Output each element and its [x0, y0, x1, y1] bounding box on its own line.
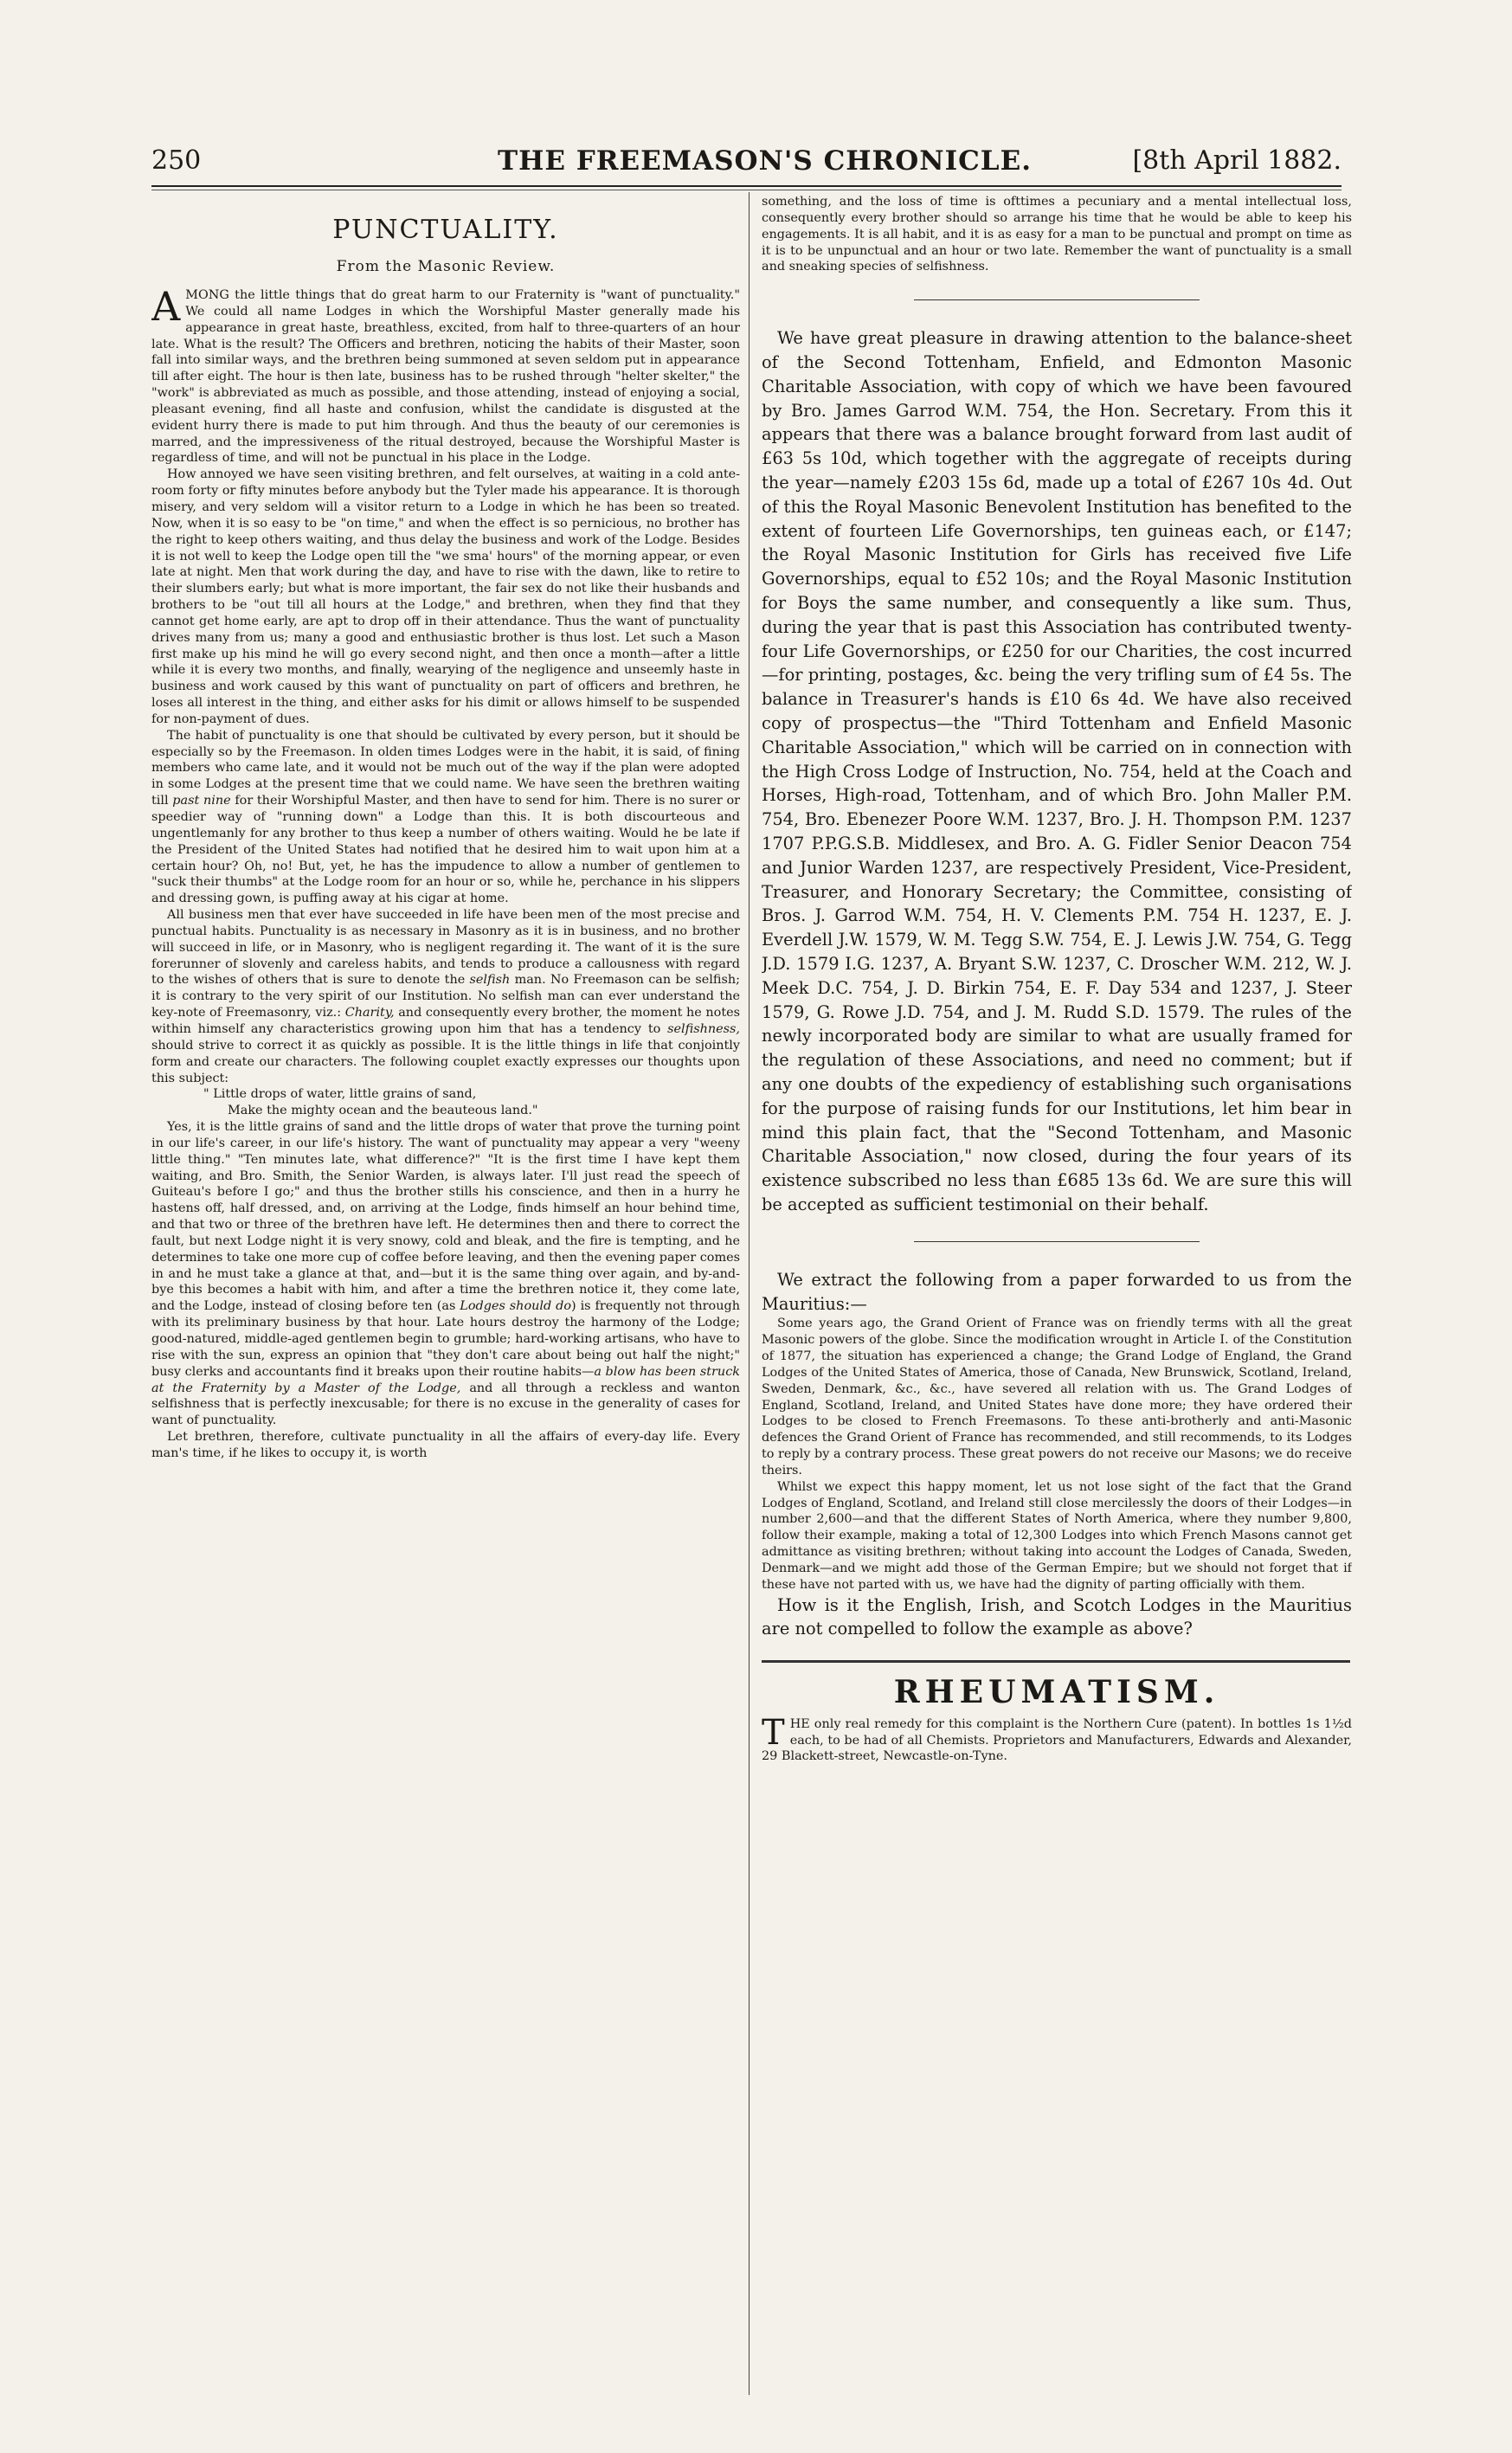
right-column: [762, 194, 1352, 1765]
masthead-title: THE FREEMASON'S CHRONICLE.: [498, 145, 1033, 177]
column-divider: [749, 192, 750, 2395]
advert-rule: [762, 1660, 1350, 1663]
punctuality-paragraph-6: Let brethren, therefore, cultivate punctuality in all the affairs of every-day life. Every man's time, if he likes to occupy it, is worth: [151, 1430, 740, 1460]
issue-date: [8th April 1882.: [1132, 145, 1341, 176]
verse-line-1: " Little drops of water, little grains of sand,: [203, 1087, 477, 1102]
advert-title: RHEUMATISM.: [893, 1674, 1220, 1711]
page-header: [151, 145, 1341, 185]
mauritius-paragraph-1: Some years ago, the Grand Orient of France was on friendly terms with all the great Masonic powers of the globe. Since the modification wrought in Article I. of the Constitution of 1877, the situation has experienced a change; the Grand Lodge of England, the Grand Lodges of the United States of America, those of Canada, New Brunswick, Scotland, Ireland, Sweden, Denmark, &c., &c., have severed all relation with us. The Grand Lodges of England, Scotland, Ireland, and United States have done more; they have ordered their Lodges to be closed to French Freemasons. To these anti-brotherly and anti-Masonic defences the Grand Orient of France has recommended, and still recommends, to its Lodges to reply by a contrary process. These great powers do not receive our Masons; we do receive theirs.: [762, 1317, 1352, 1478]
punctuality-paragraph-1: AMONG the little things that do great harm to our Fraternity is "want of punctuality." We could all name Lodges in which the Worshipful Master generally made his appearance in great haste, breathless, excited, from half to three-quarters of an hour late. What is the result? The Officers and brethren, noticing the habits of their Master, soon fall into similar ways, and the brethren being summoned at seven seldom put in appearance till after eight. The hour is then late, business has to be rushed through "helter skelter," the "work" is abbreviated as much as possible, and those attending, instead of enjoying a social, pleasant evening, find all haste and confusion, whilst the candidate is disgusted at the evident hurry there is made to put him through. And thus the beauty of our ceremonies is marred, and the impressiveness of the ritual destroyed, because the Worshipful Master is regardless of time, and will not be punctual in his place in the Lodge.: [151, 283, 740, 466]
mauritius-intro: We extract the following from a paper forwarded to us from the Mauritius:—: [762, 1269, 1352, 1314]
punctuality-paragraph-2: How annoyed we have seen visiting brethren, and felt ourselves, at waiting in a cold ante-room forty or fifty minutes before anybody but the Tyler made his appearance. It is thorough misery, and very seldom will a visitor return to a Lodge in which he has been so treated. Now, when it is so easy to be "on time," and when the effect is so pernicious, no brother has the right to keep others waiting, and thus delay the business and work of the Lodge. Besides it is not well to keep the Lodge open till the "we sma' hours" of the morning appear, or even late at night. Men that work during the day, and have to rise with the dawn, like to retire to their slumbers early; but what is more important, the fair sex do not like their husbands and brothers to be "out till all hours at the Lodge," and brethren, when they find that they cannot get home early, are apt to drop off in their attendance. Thus the want of punctuality drives many from us; many a good and enthusiastic brother is thus lost. Let such a Mason first make up his mind he will go every second night, and then once a month—after a little while it is every two months, and finally, wearying of the negligence and unseemly haste in business and work caused by this want of punctuality on part of officers and brethren, he loses all interest in the thing, and either asks for his dimit or allows himself to be suspended for non-payment of dues.: [151, 467, 740, 726]
verse-line-2: Make the mighty ocean and the beauteous land.": [228, 1104, 538, 1118]
section-rule-2: [914, 1241, 1200, 1242]
article-source: From the Masonic Review.: [336, 258, 556, 275]
section-rule-1: [914, 299, 1200, 300]
advert-body: THE only real remedy for this complaint is the Northern Cure (patent). In bottles 1s 1½d each, to be had of all Chemists. Proprietors and Manufacturers, Edwards and Alexander, 29 Blackett-street, Newcastle-on-Tyne.: [762, 1713, 1352, 1764]
punctuality-paragraph-3: The habit of punctuality is one that should be cultivated by every person, but it should be especially so by the Freemason. In olden times Lodges were in the habit, it is said, of fining members who came late, and it would not be much out of the way if the plan were adopted in some Lodges at the present time that we could name. We have seen the brethren waiting till past nine for their Worshipful Master, and then have to send for him. There is no surer or speedier way of "running down" a Lodge than this. It is both discourteous and ungentlemanly for any brother to thus keep a number of others waiting. Would he be late if the President of the United States had notified that he desired him to wait upon him at a certain hour? Oh, no! But, yet, he has the impudence to allow a number of gentlemen to "suck their thumbs" at the Lodge room for an hour or so, while he, perchance in his slippers and dressing gown, is puffing away at his cigar at home.: [151, 728, 740, 906]
punctuality-continuation: something, and the loss of time is ofttimes a pecuniary and a mental intellectual loss, consequently every brother should so arrange his time that he would be able to keep his engagements. It is all habit, and it is as easy for a man to be punctual and prompt on time as it is to be unpunctual and an hour or two late. Remember the want of punctuality is a small and sneaking species of selfishness.: [762, 195, 1352, 274]
drop-cap-letter: A: [151, 283, 181, 330]
mauritius-paragraph-2: Whilst we expect this happy moment, let us not lose sight of the fact that the Grand Lodges of England, Scotland, and Ireland still close mercilessly the doors of their Lodges—in number 2,600—and that the different States of North America, where they number 9,800, follow their example, making a total of 12,300 Lodges into which French Masons cannot get admittance as visiting brethren; without taking into account the Lodges of Canada, Sweden, Denmark—and we might add those of the German Empire; but we should not forget that if these have not parted with us, we have had the dignity of parting officially with them.: [762, 1479, 1352, 1592]
advert-drop-cap: T: [762, 1713, 785, 1754]
header-rule: [151, 185, 1341, 187]
mauritius-question: How is it the English, Irish, and Scotch Lodges in the Mauritius are not compelled to follow the example as above?: [762, 1594, 1352, 1639]
punctuality-paragraph-4: All business men that ever have succeeded in life have been men of the most precise and punctual habits. Punctuality is as necessary in Masonry as it is in business, and no brother will succeed in life, or in Masonry, who is negligent regarding it. The want of it is the sure forerunner of slovenly and careless habits, and tends to produce a callousness with regard to the wishes of others that is sure to denote the selfish man. No Freemason can be selfish; it is contrary to the very spirit of our Institution. No selfish man can ever understand the key-note of Freemasonry, viz.: Charity, and consequently every brother, the moment he notes within himself any characteristics growing upon him that has a tendency to selfishness, should strive to correct it as quickly as possible. It is the little things in life that conjointly form and create our characters. The following couplet exactly expresses our thoughts upon this subject:: [151, 908, 740, 1085]
punctuality-paragraph-5: Yes, it is the little grains of sand and the little drops of water that prove the turning point in our life's career, in our life's history. The want of punctuality may appear a very "weeny little thing." "Ten minutes late, what difference?" "It is the first time I have kept them waiting, and Bro. Smith, the Senior Warden, is always later. I'll just read the speech of Guiteau's before I go;" and thus the brother stills his conscience, and then in a hurry he hastens off, half dressed, and, on arriving at the Lodge, finds himself an hour behind time, and that two or three of the brethren have left. He determines then and there to correct the fault, but next Lodge night it is very snowy, cold and bleak, and the fire is tempting, and he determines to take one more cup of coffee before leaving, and then the evening paper comes in and he must take a glance at that, and—but it is the same thing over again, and by-and-bye this becomes a habit with him, and after a time the brethren notice it, they come late, and the Lodge, instead of closing before ten (as Lodges should do) is frequently not through with its preliminary business by that hour. Late hours destroy the harmony of the Lodge; good-natured, middle-aged gentlemen begin to grumble; hard-working artisans, who have to rise with the sun, express an opinion that "they don't care about being out half the night;" busy clerks and accountants find it breaks upon their routine habits—a blow has been struck at the Fraternity by a Master of the Lodge, and all through a reckless and wanton selfishness that is perfectly inexcusable; for there is no excuse in the generality of cases for want of punctuality.: [151, 1120, 740, 1428]
article-title-punctuality: PUNCTUALITY.: [332, 215, 559, 245]
left-column: [151, 194, 740, 1462]
page-number: 250: [151, 145, 202, 176]
tottenham-paragraph: We have great pleasure in drawing attention to the balance-sheet of the Second Tottenham, Enfield, and Edmonton Masonic Charitable Association, with copy of which we have been favoured by Bro. James Garrod W.M. 754, the Hon. Secretary. From this it appears that there was a balance brought forward from last audit of £63 5s 10d, which together with the aggregate of receipts during the year—namely £203 15s 6d, made up a total of £267 10s 4d. Out of this the Royal Masonic Benevolent Institution has benefited to the extent of fourteen Life Governorships, ten guineas each, or £147; the Royal Masonic Institution for Girls has received five Life Governorships, equal to £52 10s; and the Royal Masonic Institution for Boys the same number, and consequently a like sum. Thus, during the year that is past this Association has contributed twenty-four Life Governorships, or £250 for our Charities, the cost incurred—for printing, postages, &c. being the very trifling sum of £4 5s. The balance in Treasurer's hands is £10 6s 4d. We have also received copy of prospectus—the "Third Tottenham and Enfield Masonic Charitable Association," which will be carried on in connection with the High Cross Lodge of Instruction, No. 754, held at the Coach and Horses, High-road, Tottenham, and of which Bro. John Maller P.M. 754, Bro. Ebenezer Poore W.M. 1237, Bro. J. H. Thompson P.M. 1237 1707 P.P.G.S.B. Middlesex, and Bro. A. G. Fidler Senior Deacon 754 and Junior Warden 1237, are respectively President, Vice-President, Treasurer, and Honorary Secretary; the Committee, consisting of Bros. J. Garrod W.M. 754, H. V. Clements P.M. 754 H. 1237, E. J. Everdell J.W. 1579, W. M. Tegg S.W. 754, E. J. Lewis J.W. 754, G. Tegg J.D. 1579 I.G. 1237, A. Bryant S.W. 1237, C. Droscher W.M. 212, W. J. Meek D.C. 754, J. D. Birkin 754, E. F. Day 534 and 1237, J. Steer 1579, G. Rowe J.D. 754, and J. M. Rudd S.D. 1579. The rules of the newly incorporated body are similar to what are usually framed for the regulation of these Associations, and need no comment; but if any one doubts of the expediency of establishing such organisations for the purpose of raising funds for our Institutions, let him bear in mind this plain fact, that the "Second Tottenham, and Masonic Charitable Association," now closed, during the four years of its existence subscribed no less than £685 13s 6d. We are sure this will be accepted as sufficient testimonial on their behalf.: [762, 328, 1352, 1214]
